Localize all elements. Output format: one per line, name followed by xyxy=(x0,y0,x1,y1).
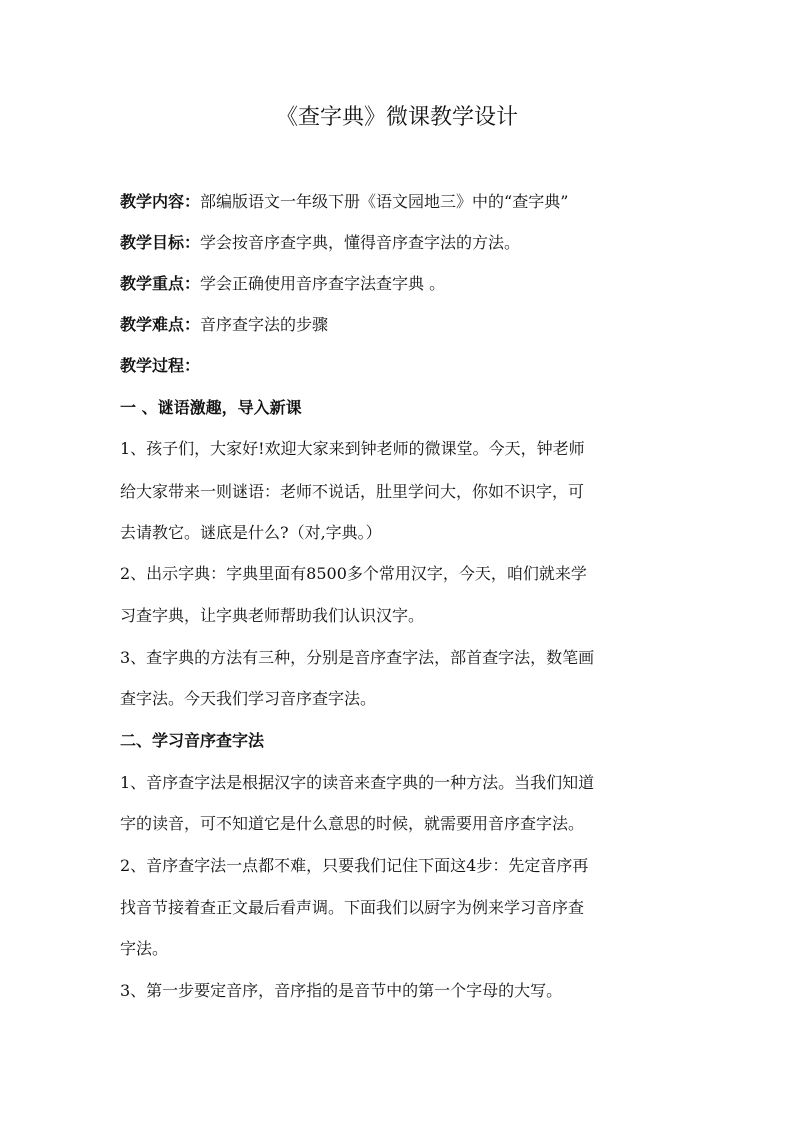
field-process xyxy=(120,354,200,378)
section-2-line-4: 找音节接着查正文最后看声调。下面我们以厨字为例来学习音序查 xyxy=(120,898,585,917)
section-1-line-3: 去请教它。谜底是什么?（对,字典。） xyxy=(120,523,382,542)
field-difficulty-label: 教学难点： xyxy=(120,315,201,334)
section-2-heading: 二、学习音序查字法 xyxy=(120,731,265,750)
section-1-line-6: 3、查字典的方法有三种，分别是音序查字法，部首查字法，数笔画 xyxy=(120,648,595,667)
field-content-value: 部编版语文一年级下册《语文园地三》中的“查字典” xyxy=(200,192,569,211)
field-process-label: 教学过程： xyxy=(120,356,201,375)
field-key-point xyxy=(120,272,445,296)
section-1-line-1: 1、孩子们，大家好!欢迎大家来到钟老师的微课堂。今天，钟老师 xyxy=(120,439,585,458)
field-content xyxy=(120,190,568,214)
section-2-line-1: 1、音序查字法是根据汉字的读音来查字典的一种方法。当我们知道 xyxy=(120,773,595,792)
field-key-point-value: 学会正确使用音序查字法查字典 。 xyxy=(200,274,446,293)
section-2-line-5: 字法。 xyxy=(120,939,169,958)
field-difficulty-value: 音序查字法的步骤 xyxy=(200,315,329,334)
section-1-line-7: 查字法。今天我们学习音序查字法。 xyxy=(120,689,377,708)
field-key-point-label: 教学重点： xyxy=(120,274,201,293)
section-2-line-3: 2、音序查字法一点都不难，只要我们记住下面这4步：先定音序再 xyxy=(120,856,589,875)
field-goal xyxy=(120,231,520,255)
section-1-line-4: 2、出示字典：字典里面有8500多个常用汉字，今天，咱们就来学 xyxy=(120,564,587,583)
section-2-line-2: 字的读音，可不知道它是什么意思的时候，就需要用音序查字法。 xyxy=(120,814,585,833)
section-1-line-2: 给大家带来一则谜语：老师不说话，肚里学问大，你如不识字，可 xyxy=(120,482,585,501)
section-1-line-5: 习查字典，让字典老师帮助我们认识汉字。 xyxy=(120,606,425,625)
field-content-label: 教学内容： xyxy=(120,192,201,211)
field-goal-label: 教学目标： xyxy=(120,233,201,252)
document-title: 《查字典》微课教学设计 xyxy=(275,105,518,130)
section-1-heading: 一 、谜语激趣，导入新课 xyxy=(120,398,302,417)
field-difficulty xyxy=(120,313,328,337)
section-2-line-6: 3、第一步要定音序，音序指的是音节中的第一个字母的大写。 xyxy=(120,981,563,1000)
field-goal-value: 学会按音序查字典，懂得音序查字法的方法。 xyxy=(200,233,521,252)
